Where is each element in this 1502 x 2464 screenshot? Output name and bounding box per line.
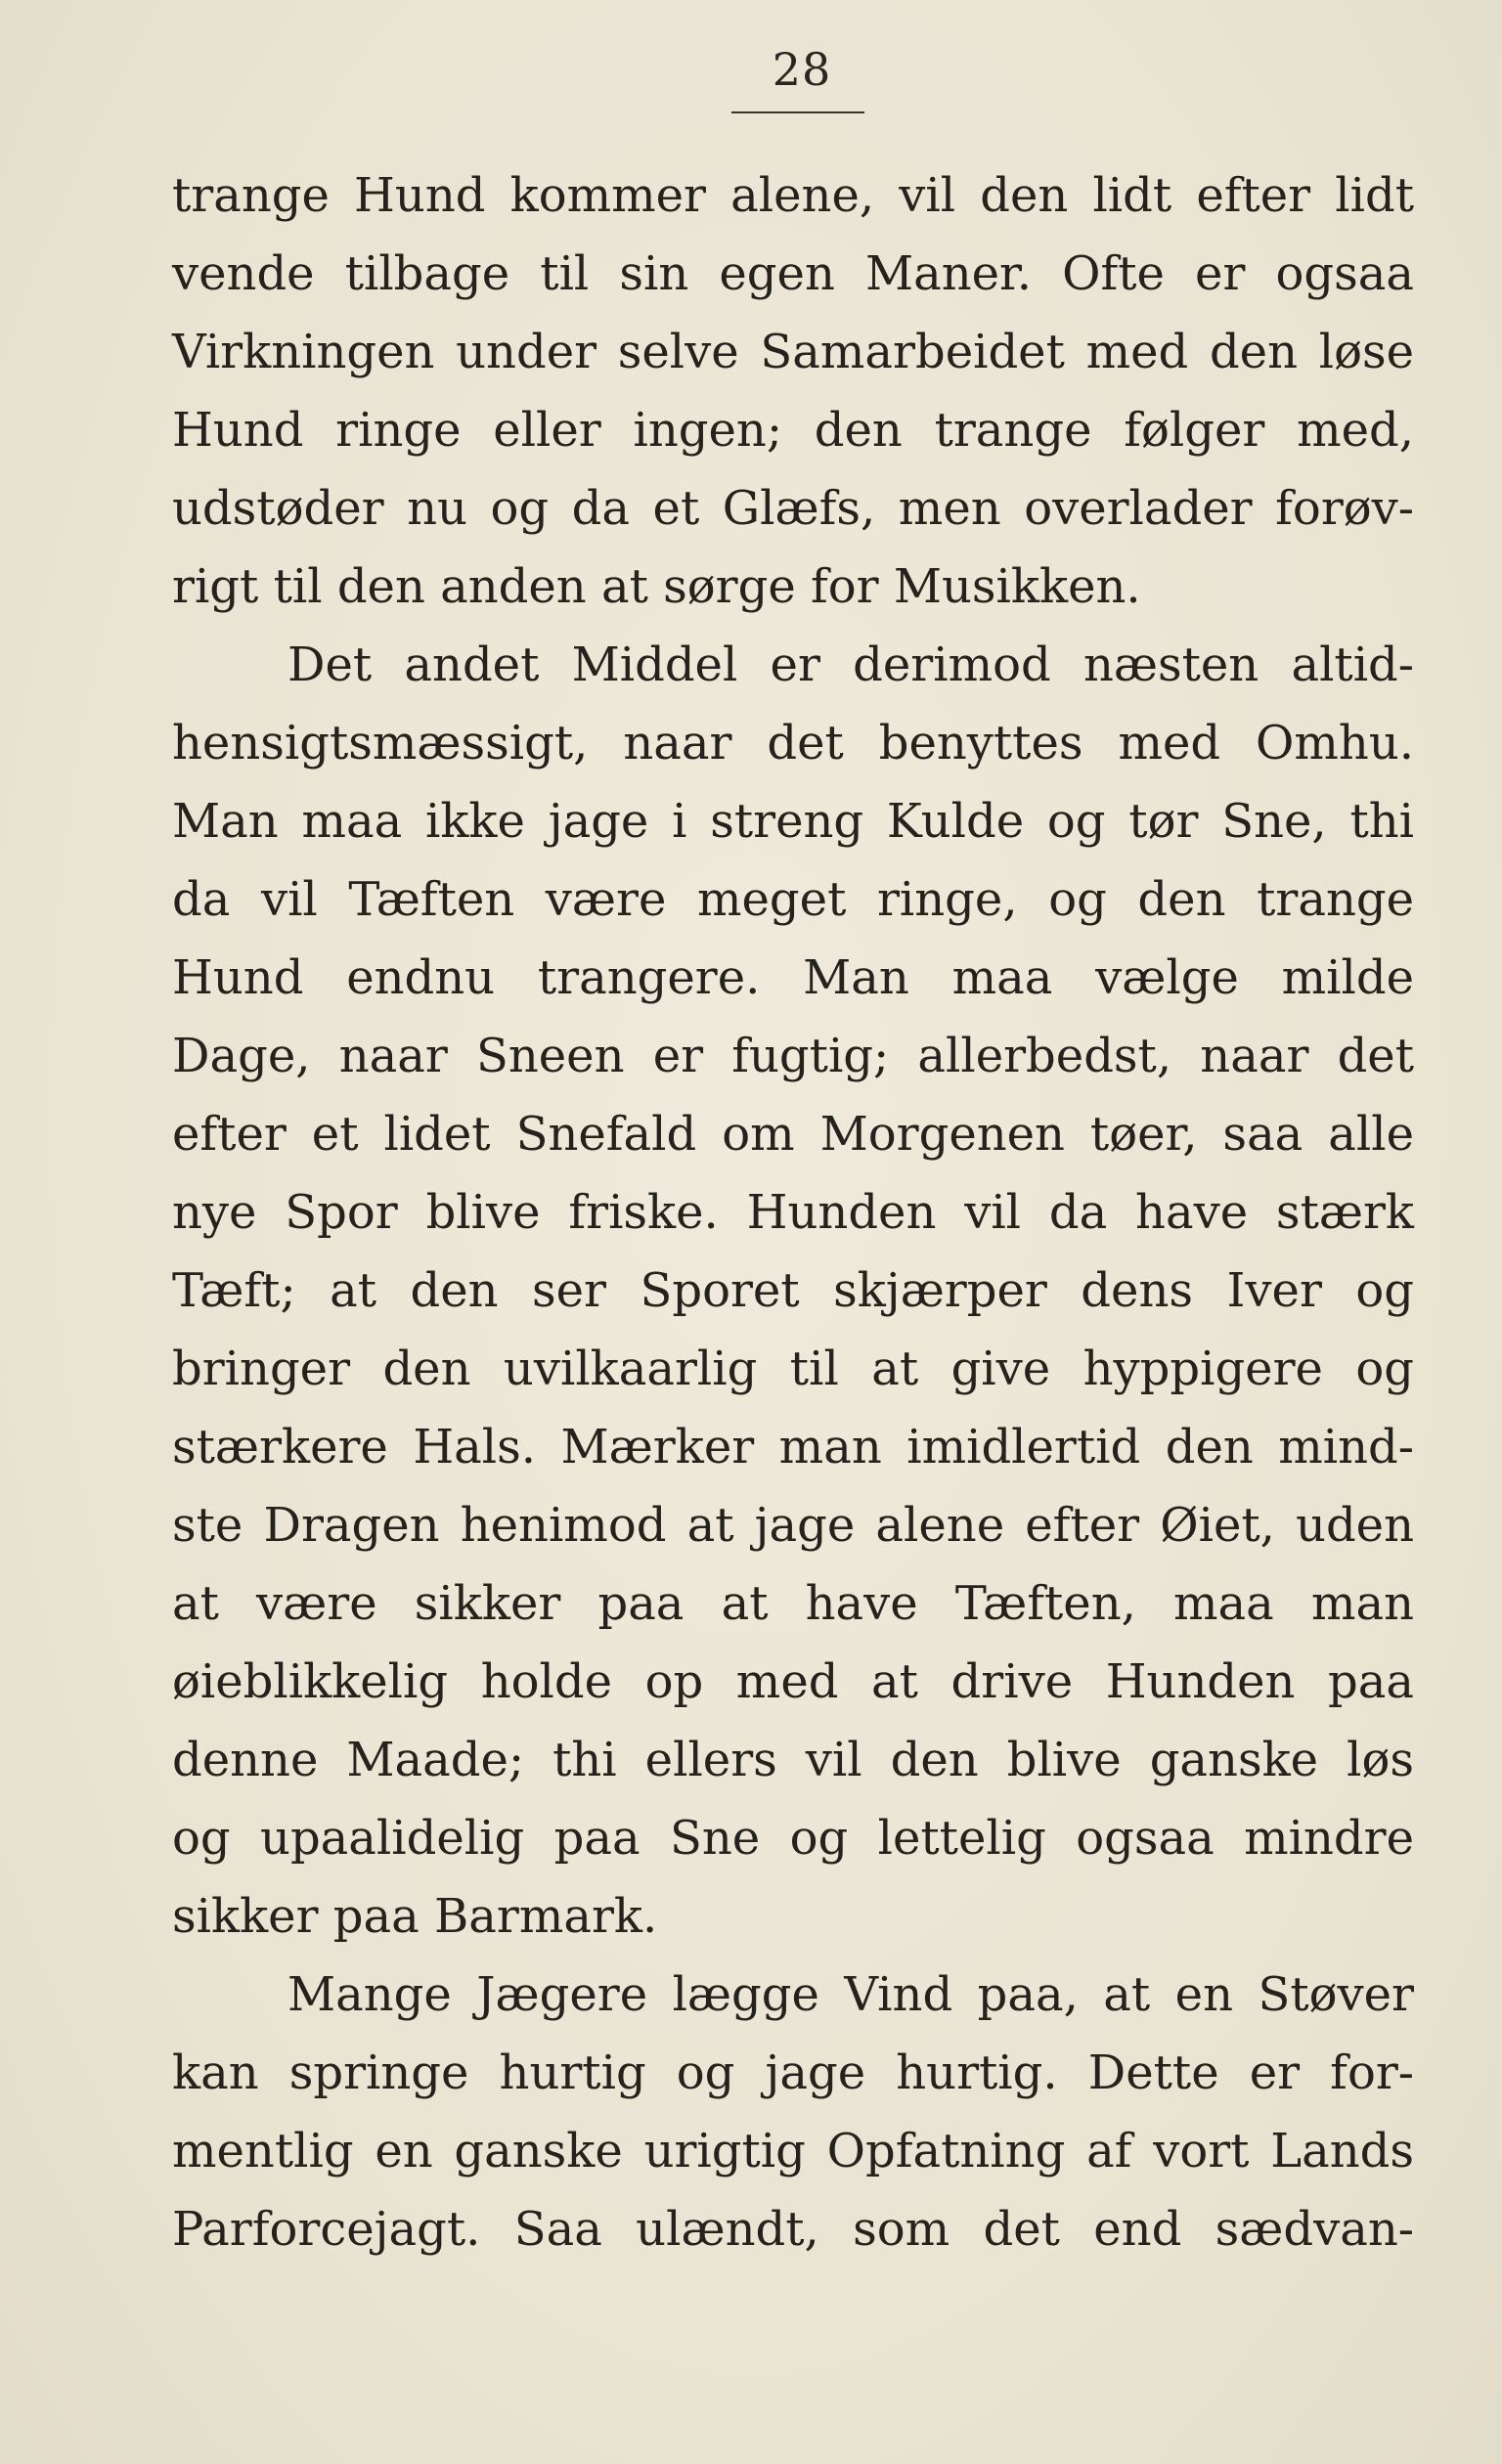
page-number-rule [731, 111, 864, 113]
text-line: at være sikker paa at have Tæften, maa man [172, 1576, 1414, 1631]
text-line: sikker paa Barmark. [172, 1889, 658, 1944]
text-line: Man maa ikke jage i streng Kulde og tør Sne, thi [172, 794, 1414, 849]
text-line: trange Hund kommer alene, vil den lidt efter lidt [172, 168, 1414, 223]
text-line: vende tilbage til sin egen Maner. Ofte er ogsaa [172, 246, 1414, 301]
text-line: da vil Tæften være meget ringe, og den trange [172, 872, 1414, 927]
text-line: øieblikkelig holde op med at drive Hunden paa [172, 1654, 1414, 1709]
text-line: udstøder nu og da et Glæfs, men overlader forøv- [172, 481, 1414, 536]
page-number: 28 [772, 43, 832, 96]
text-line: Mange Jægere lægge Vind paa, at en Støver [287, 1967, 1414, 2022]
text-line: ste Dragen henimod at jage alene efter Øiet, uden [172, 1498, 1414, 1553]
text-line: bringer den uvilkaarlig til at give hyppigere og [172, 1342, 1414, 1396]
text-line: Tæft; at den ser Sporet skjærper dens Iver og [172, 1263, 1414, 1318]
text-line: nye Spor blive friske. Hunden vil da have stærk [172, 1185, 1414, 1240]
text-line: Hund endnu trangere. Man maa vælge milde [172, 950, 1414, 1005]
text-line: denne Maade; thi ellers vil den blive ganske løs [172, 1733, 1414, 1787]
text-line: kan springe hurtig og jage hurtig. Dette er for- [172, 2046, 1414, 2100]
text-line: Det andet Middel er derimod næsten altid- [287, 638, 1414, 692]
text-line: hensigtsmæssigt, naar det benyttes med Omhu. [172, 716, 1414, 770]
text-line: Parforcejagt. Saa ulændt, som det end sædvan- [172, 2202, 1414, 2257]
text-line: stærkere Hals. Mærker man imidlertid den mind- [172, 1420, 1414, 1474]
text-line: og upaalidelig paa Sne og lettelig ogsaa mindre [172, 1811, 1414, 1866]
text-line: Hund ringe eller ingen; den trange følger med, [172, 403, 1414, 458]
text-line: efter et lidet Snefald om Morgenen tøer, saa alle [172, 1107, 1414, 1162]
text-line: Dage, naar Sneen er fugtig; allerbedst, naar det [172, 1029, 1414, 1083]
text-line: Virkningen under selve Samarbeidet med den løse [172, 325, 1414, 379]
text-line: mentlig en ganske urigtig Opfatning af vort Lands [172, 2124, 1414, 2178]
text-line: rigt til den anden at sørge for Musikken. [172, 559, 1141, 614]
